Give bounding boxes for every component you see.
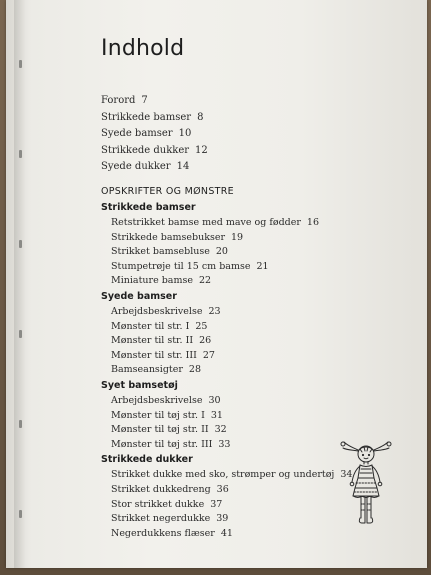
entry-label: Mønster til tøj str. I [111,409,205,421]
entry-label: Arbejdsbeskrivelse [111,305,203,317]
toc-sub-entry [101,231,352,246]
toc-sub-entry [101,363,352,378]
entry-page-number: 28 [188,364,202,376]
entry-page-number: 7 [141,95,148,106]
group-header: Syet bamsetøj [101,379,178,391]
entry-label: Strikkede bamser [101,111,192,123]
entry-label: Negerdukkens flæser [111,527,215,539]
entry-page-number: 37 [210,498,223,510]
toc-sub-entry [101,349,352,364]
toc-sub-entry [101,423,352,438]
entry-label: Mønster til tøj str. II [111,424,209,436]
entry-page-number: 21 [256,260,269,272]
entry-page-number: 16 [306,217,319,228]
toc-sub-entry [101,394,352,409]
entry-label: Strikkede dukker [101,144,190,156]
binding-stitch [19,420,22,428]
binding-stitch [19,150,22,158]
entry-page-number: 30 [208,394,221,406]
entry-page-number: 33 [218,438,231,450]
entry-page-number: 36 [216,483,229,495]
entry-page-number: 19 [231,231,244,243]
doll-illustration [338,438,394,532]
entry-label: Mønster til str. I [111,320,190,332]
toc-sub-entry [101,334,352,349]
page-title: Indhold [101,36,185,61]
entry-label: Strikkede bamsebukser [111,231,226,243]
entry-page-number: 12 [195,144,208,156]
binding-stitch [19,60,22,68]
entry-page-number: 27 [202,349,215,361]
page-binding [14,0,26,568]
entry-label: Strikket dukkedreng [111,483,211,495]
entry-label: Bamseansigter [111,364,183,376]
toc-sub-entry [101,468,352,483]
entry-label: Strikket negerdukke [111,513,211,525]
group-header: Syede bamser [101,290,177,302]
section-header: OPSKRIFTER OG MØNSTRE [101,186,234,197]
entry-label: Strikket bamsebluse [111,246,210,258]
entry-page-number: 20 [215,246,228,258]
entry-label: Mønster til tøj str. III [111,438,213,450]
toc-sub-entry [101,260,352,275]
binding-stitch [19,330,22,338]
entry-label: Mønster til str. III [111,349,197,361]
toc-sub-entry [101,320,352,335]
entry-label: Arbejdsbeskrivelse [111,394,203,406]
intro-list [101,93,208,176]
entry-label: Forord [101,95,136,106]
toc-entry [101,143,208,160]
entry-page-number: 41 [220,527,233,539]
entry-label: Miniature bamse [111,275,193,287]
toc-entry [101,93,208,110]
entry-page-number: 22 [198,275,212,287]
entry-label: Syede dukker [101,161,171,172]
entry-page-number: 8 [197,111,204,123]
toc-sub-entry [101,512,352,527]
toc-entry [101,159,208,176]
binding-stitch [19,240,22,248]
toc-sub-entry [101,438,352,453]
entry-page-number: 14 [176,161,190,172]
toc-sub-entry [101,245,352,260]
entry-label: Stumpetrøje til 15 cm bamse [111,260,251,272]
toc-sub-entry [101,498,352,513]
entry-label: Stor strikket dukke [111,498,205,510]
entry-page-number: 34 [340,469,353,481]
toc-sub-entry [101,274,352,289]
toc-sub-entry [101,305,352,320]
group-header: Strikkede dukker [101,454,193,466]
entry-page-number: 39 [216,513,229,525]
toc-entry [101,110,208,127]
entry-label: Mønster til str. II [111,335,194,347]
toc-sub-entry [101,527,352,542]
group-header: Strikkede bamser [101,202,196,213]
entry-page-number: 32 [214,424,227,436]
entry-label: Syede bamser [101,128,173,139]
toc-sub-entry [101,409,352,424]
toc-sub-entry [101,483,352,498]
entry-page-number: 31 [210,409,223,421]
entry-label: Strikket dukke med sko, strømper og undertøj [111,469,335,481]
entry-label: Retstrikket bamse med mave og fødder [111,217,301,228]
entry-page-number: 25 [195,320,208,332]
toc-sub-entry [101,216,352,231]
entry-page-number: 23 [208,305,221,317]
entry-page-number: 26 [199,335,212,347]
binding-stitch [19,510,22,518]
table-of-contents [101,200,352,541]
toc-entry [101,126,208,143]
entry-page-number: 10 [178,128,192,139]
